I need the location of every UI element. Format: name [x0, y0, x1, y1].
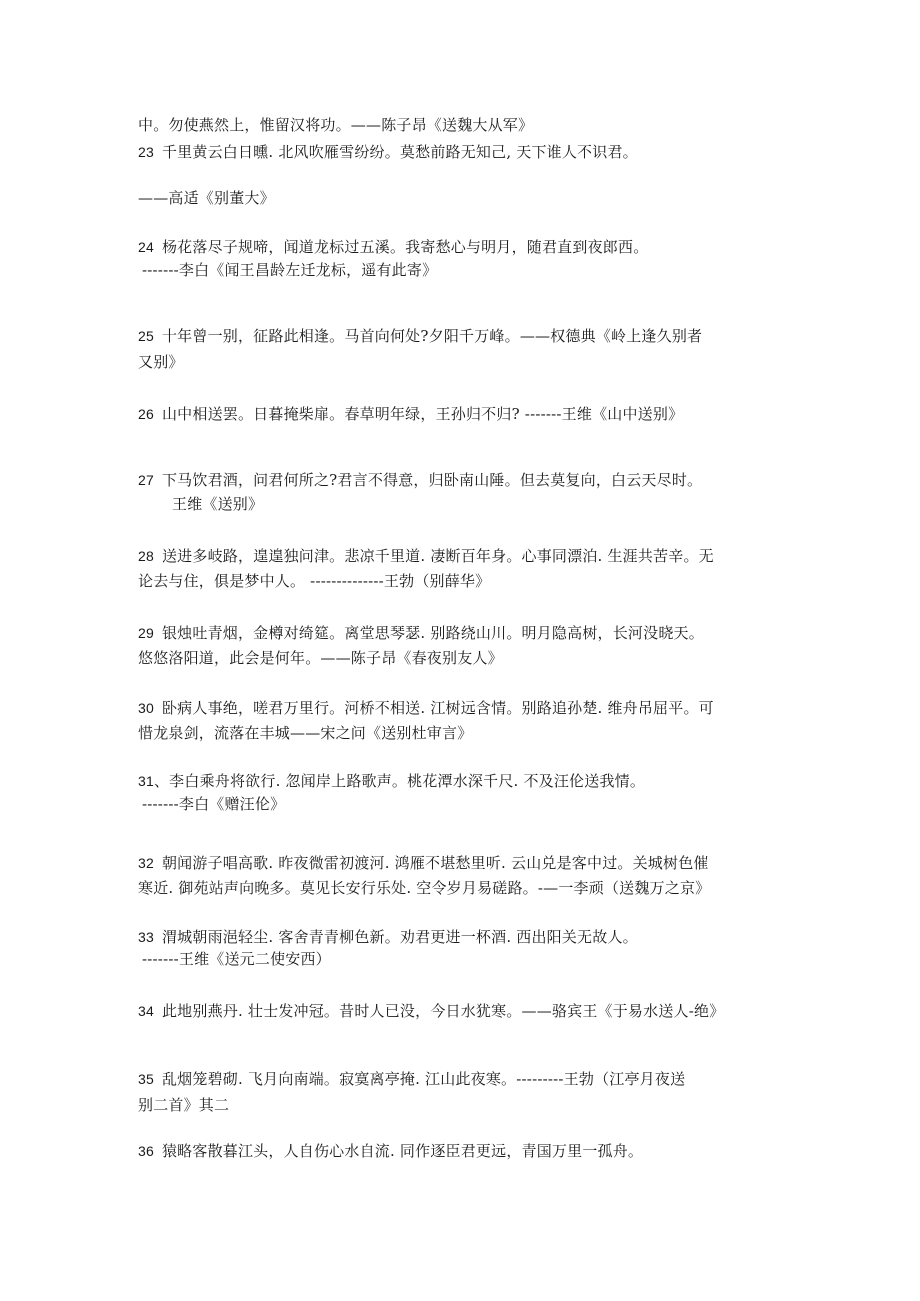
poem-entry-23: [138, 140, 798, 164]
line-text: 千里黄云白日曛. 北风吹雁雪纷纷。莫愁前路无知己, 天下谁人不识君。: [161, 143, 638, 161]
line-text: 十年曾一别，征路此相逢。马首向何处?夕阳千万峰。——权德典《岭上逢久别者: [161, 327, 703, 345]
text-line: [138, 721, 798, 745]
line-text: 下马饮君酒，问君何所之?君言不得意，归卧南山陲。但去莫复向，白云天尽时。: [161, 471, 703, 489]
text-line: [142, 258, 802, 282]
entry-number: 33: [138, 929, 154, 945]
entry-number: 30: [138, 700, 154, 716]
line-text: 悠悠洛阳道，此会是何年。——陈子昂《春夜别友人》: [138, 649, 503, 667]
poem-entry-36: [138, 1139, 798, 1163]
line-text: 又别》: [138, 353, 184, 371]
poem-entry-28: [138, 544, 798, 568]
line-text: 杨花落尽子规啼，闻道龙标过五溪。我寄愁心与明月，随君直到夜郎西。: [161, 238, 649, 256]
line-text: 银烛吐青烟，金樽对绮筵。离堂思琴瑟. 别路绕山川。明月隐高树，长河没晓天。: [161, 624, 704, 642]
line-text: 论去与住，俱是梦中人。 --------------王勃（别薛华》: [138, 572, 491, 590]
line-text: 乱烟笼碧砌. 飞月向南端。寂寞离亭掩. 江山此夜寒。---------王勃（江亭月夜送: [161, 1070, 686, 1088]
entry-number: 26: [138, 406, 154, 422]
text-line: [138, 1093, 798, 1117]
line-text: 渭城朝雨浥轻尘. 客舍青青柳色新。劝君更进一杯酒. 西出阳关无故人。: [161, 928, 638, 946]
poem-entry-35: [138, 1067, 798, 1091]
poem-entry-33: [138, 925, 798, 949]
text-line: [138, 186, 798, 210]
line-text: 王维《送别》: [172, 495, 264, 513]
poem-entry-31: [138, 769, 798, 793]
text-line: [138, 646, 798, 670]
text-line: [138, 113, 798, 137]
text-line: [142, 947, 802, 971]
entry-number: 23: [138, 144, 154, 160]
line-text: 送进多岐路，遑遑独问津。悲凉千里道. 凄断百年身。心事同漂泊. 生涯共苦辛。无: [161, 547, 714, 565]
text-line: [138, 569, 798, 593]
poem-entry-26: [138, 402, 798, 426]
poem-entry-25: [138, 324, 798, 348]
entry-number: 36: [138, 1143, 154, 1159]
line-text: 、李白乘舟将欲行. 忽闻岸上路歌声。桃花潭水深千尺. 不及汪伦送我情。: [153, 772, 646, 790]
poem-entry-24: [138, 235, 798, 259]
line-text: -------李白《赠汪伦》: [142, 795, 286, 813]
line-text: -------李白《闻王昌龄左迁龙标，遥有此寄》: [142, 261, 438, 279]
line-text: 惜龙泉剑，流落在丰城——宋之问《送别杜审言》: [138, 724, 473, 742]
poem-entry-32: [138, 851, 798, 875]
entry-number: 29: [138, 625, 154, 641]
line-text: 朝闻游子唱高歌. 昨夜微雷初渡河. 鸿雁不堪愁里听. 云山兑是客中过。关城树色催: [161, 854, 709, 872]
text-line: [172, 492, 832, 516]
line-text: 山中相送罢。日暮掩柴扉。春草明年绿，王孙归不归? -------王维《山中送别》: [161, 405, 684, 423]
line-text: 此地别燕丹. 壮士发冲冠。昔时人已没，今日水犹寒。——骆宾王《于易水送人-绝》: [161, 1002, 725, 1020]
entry-number: 24: [138, 239, 154, 255]
line-text: 寒近. 御苑站声向晚多。莫见长安行乐处. 空令岁月易磋路。-—一李顽（送魏万之京》: [138, 879, 711, 897]
entry-number: 34: [138, 1003, 154, 1019]
line-text: 猿略客散暮江头，人自伤心水自流. 同作逐臣君更远，青国万里一孤舟。: [161, 1142, 644, 1160]
poem-entry-34: [138, 999, 798, 1023]
entry-number: 28: [138, 548, 154, 564]
line-text: ——高适《别董大》: [138, 189, 275, 207]
entry-number: 35: [138, 1071, 154, 1087]
entry-number: 27: [138, 472, 154, 488]
line-text: 别二首》其二: [138, 1096, 230, 1114]
text-line: [142, 792, 802, 816]
poem-entry-29: [138, 621, 798, 645]
line-text: 卧病人事绝，嗟君万里行。河桥不相送. 江树远含情。别路追孙楚. 维舟吊屈平。可: [161, 699, 714, 717]
text-line: [138, 876, 798, 900]
text-line: [138, 350, 798, 374]
poem-entry-30: [138, 696, 798, 720]
line-text: -------王维《送元二使安西）: [142, 950, 331, 968]
entry-number: 31: [138, 773, 154, 789]
entry-number: 25: [138, 328, 154, 344]
entry-number: 32: [138, 855, 154, 871]
poem-entry-27: [138, 468, 798, 492]
line-text: 中。勿使燕然上，惟留汉将功。——陈子昂《送魏大从军》: [138, 116, 534, 134]
